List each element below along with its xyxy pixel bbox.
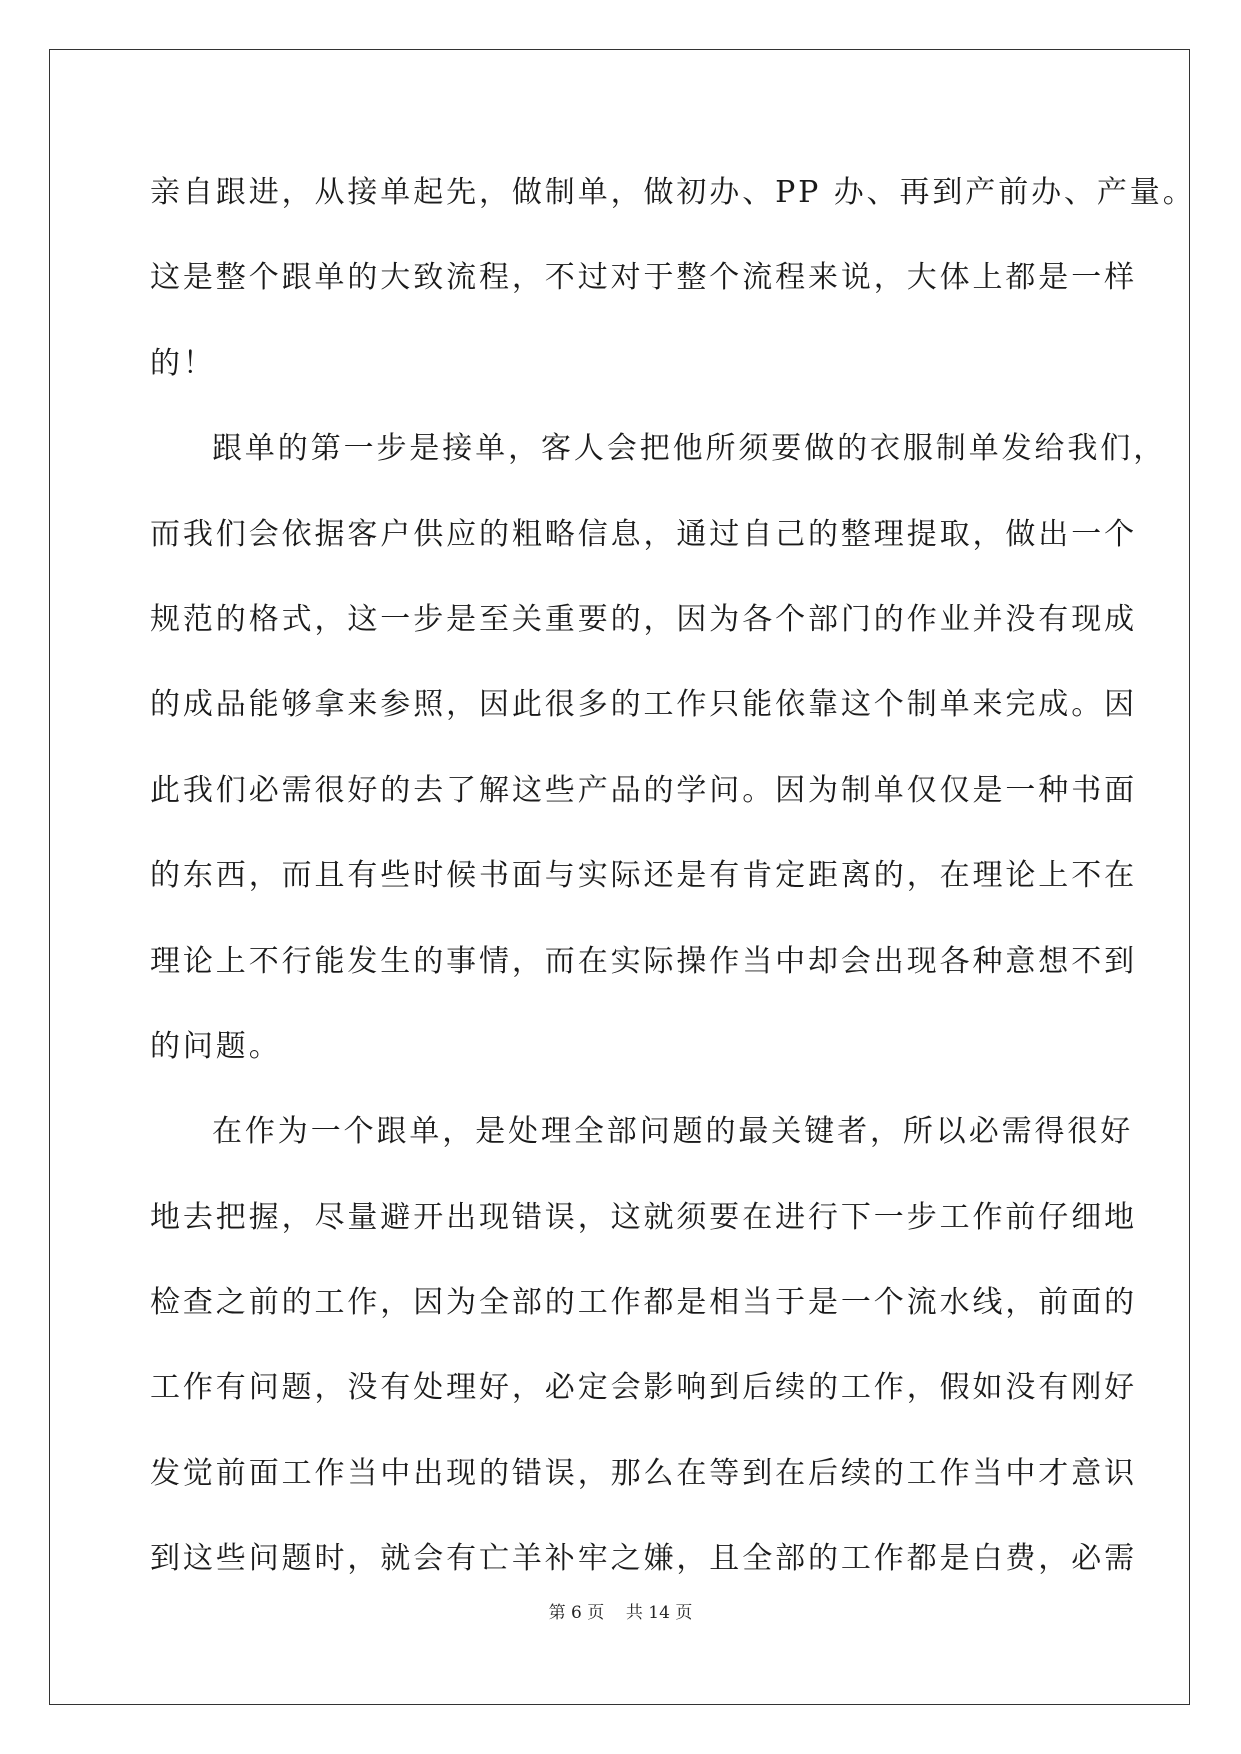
text-line: 工作有问题，没有处理好，必定会影响到后续的工作，假如没有刚好 xyxy=(150,1370,1137,1406)
text-line: 而我们会依据客户供应的粗略信息，通过自己的整理提取，做出一个 xyxy=(150,516,1137,552)
text-line: 检查之前的工作，因为全部的工作都是相当于是一个流水线，前面的 xyxy=(150,1285,1137,1321)
text-line: 规范的格式，这一步是至关重要的，因为各个部门的作业并没有现成 xyxy=(150,601,1137,637)
text-line: 的东西，而且有些时候书面与实际还是有肯定距离的，在理论上不在 xyxy=(150,858,1137,894)
text-line: 的！ xyxy=(150,345,216,381)
paragraph-first-line: 在作为一个跟单，是处理全部问题的最关键者，所以必需得很好 xyxy=(212,1114,1134,1150)
text-line: 到这些问题时，就会有亡羊补牢之嫌，且全部的工作都是白费，必需 xyxy=(150,1541,1137,1577)
text-line: 这是整个跟单的大致流程，不过对于整个流程来说，大体上都是一样 xyxy=(150,260,1137,296)
text-line: 理论上不行能发生的事情，而在实际操作当中却会出现各种意想不到 xyxy=(150,943,1137,979)
paragraph-first-line: 跟单的第一步是接单，客人会把他所须要做的衣服制单发给我们， xyxy=(212,431,1167,467)
text-line: 发觉前面工作当中出现的错误，那么在等到在后续的工作当中才意识 xyxy=(150,1455,1137,1491)
page-number-footer: 第 6 页 共 14 页 xyxy=(548,1603,693,1623)
text-line: 的成品能够拿来参照，因此很多的工作只能依靠这个制单来完成。因 xyxy=(150,687,1137,723)
document-body xyxy=(150,166,1196,1618)
text-line: 的问题。 xyxy=(150,1028,282,1064)
text-line: 亲自跟进，从接单起先，做制单，做初办、PP 办、再到产前办、产量。 xyxy=(150,175,1196,210)
text-line: 地去把握，尽量避开出现错误，这就须要在进行下一步工作前仔细地 xyxy=(150,1199,1137,1235)
text-line: 此我们必需很好的去了解这些产品的学问。因为制单仅仅是一种书面 xyxy=(150,772,1137,808)
